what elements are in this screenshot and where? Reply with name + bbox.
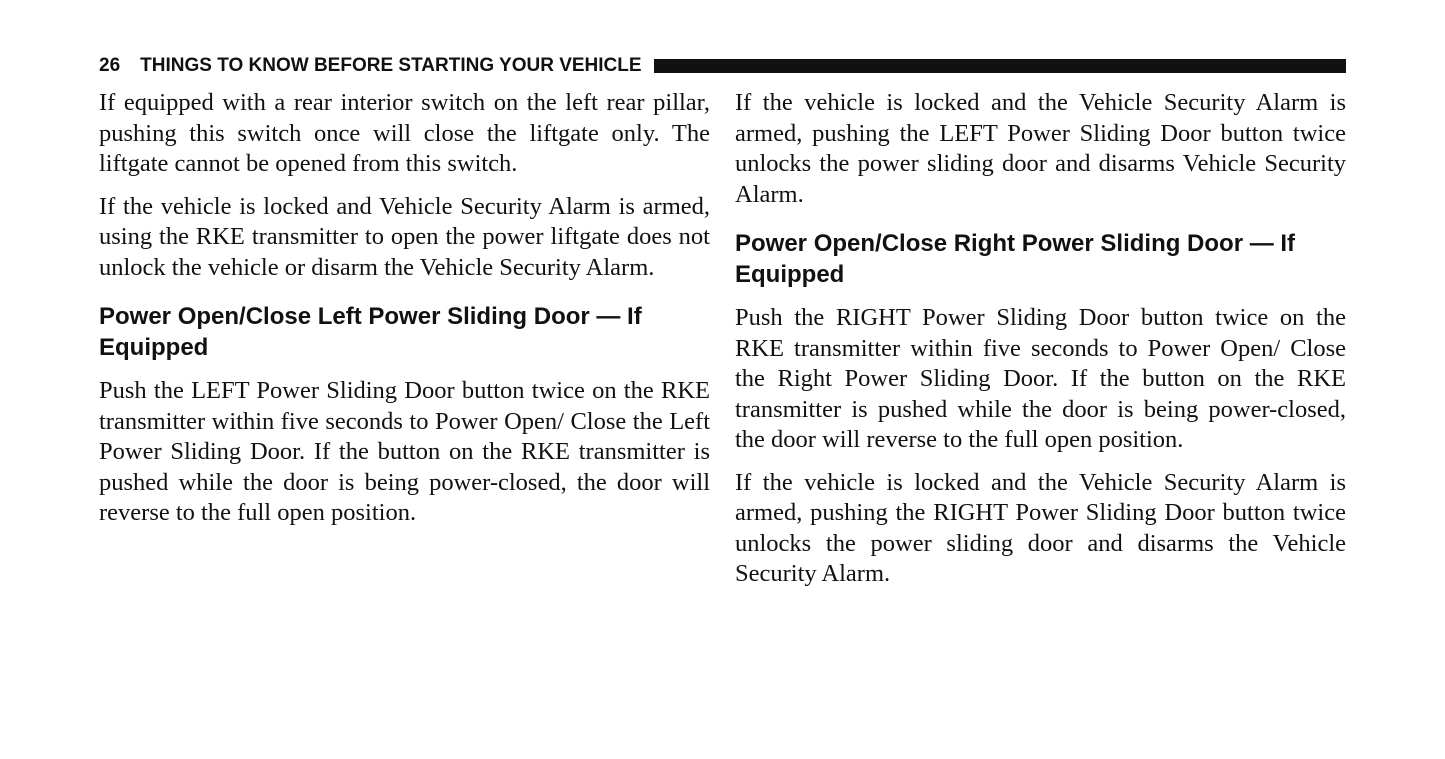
paragraph-liftgate-alarm: If the vehicle is locked and Vehicle Security Alarm is armed, using the RKE transmitter to open the power liftgate does not unlock the vehicle or disarm the Vehicle Security Alarm. (99, 192, 710, 281)
paragraph-rear-switch: If equipped with a rear interior switch on the left rear pillar, pushing this switch once will close the liftgate only. The liftgate cannot be opened from this switch. (99, 89, 710, 177)
paragraph-right-door-alarm: If the vehicle is locked and the Vehicle Security Alarm is armed, pushing the RIGHT Power Sliding Door button twice unlocks the power sliding door and disarms the Vehicle Security Alarm. (735, 468, 1346, 587)
paragraph-right-door-operation: Push the RIGHT Power Sliding Door button twice on the RKE transmitter within five seconds to Power Open/ Close the Right Power Sliding Door. If the button on the RKE transmitter is pushed while the door is being power-closed, the door will reverse to the full open position. (735, 304, 1346, 453)
heading-right-sliding-door: Power Open/Close Right Power Sliding Door — If Equipped (735, 230, 1296, 288)
page-header (99, 53, 1346, 79)
section-title: THINGS TO KNOW BEFORE STARTING YOUR VEHICLE (140, 55, 642, 76)
header-rule (654, 59, 1346, 73)
paragraph-left-door-operation: Push the LEFT Power Sliding Door button twice on the RKE transmitter within five seconds to Power Open/ Close the Left Power Sliding Door. If the button on the RKE transmitter is pushed while the door is being power-closed, the door will reverse to the full open position. (99, 377, 710, 526)
page-number: 26 (99, 55, 121, 76)
heading-left-sliding-door: Power Open/Close Left Power Sliding Door — If Equipped (99, 303, 642, 361)
right-column (735, 88, 1346, 602)
left-column (99, 88, 710, 541)
paragraph-left-door-alarm: If the vehicle is locked and the Vehicle Security Alarm is armed, pushing the LEFT Power Sliding Door button twice unlocks the power sliding door and disarms Vehicle Security Alarm. (735, 89, 1346, 208)
